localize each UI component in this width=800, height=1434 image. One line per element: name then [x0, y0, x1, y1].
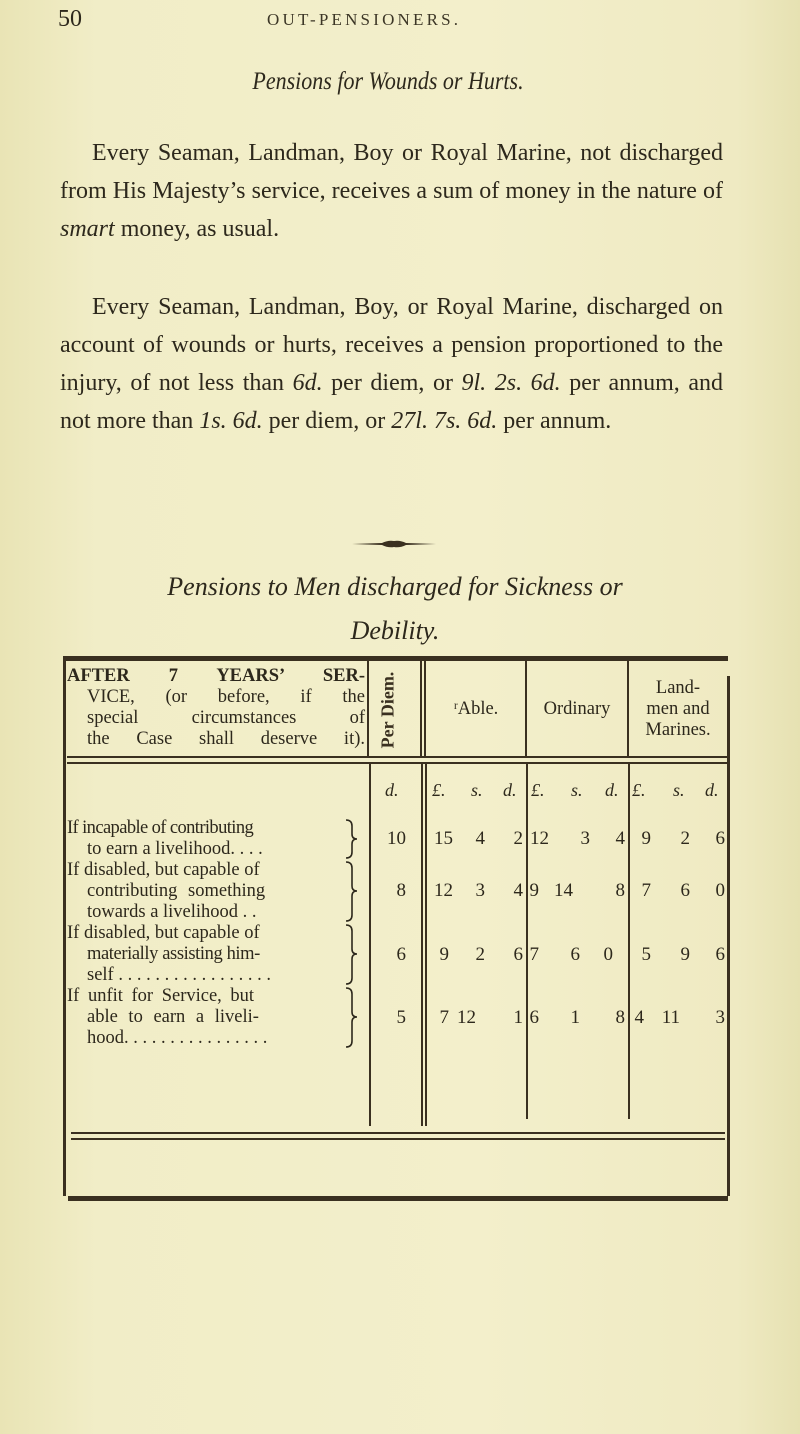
- label-line: able to earn a liveli-: [87, 1007, 259, 1027]
- cell-pence: 3: [715, 1007, 725, 1028]
- table-right-rule: [727, 676, 730, 1196]
- cell-per-diem: 5: [396, 1007, 406, 1028]
- page-number: 50: [58, 6, 82, 32]
- unit-label: s.: [571, 780, 583, 800]
- paragraph-text: per annum.: [497, 408, 612, 434]
- cell-pence: 8: [615, 1007, 625, 1028]
- table-row-label: [67, 986, 337, 1049]
- right-brace-icon: [343, 923, 361, 986]
- paragraph-smart-money: [60, 134, 723, 248]
- paragraph-text: Every Seaman, Landman, Boy, or Royal Marine, discharged on account of wounds or hurts, receives a pension proportioned to the injury, of not less than: [60, 294, 723, 396]
- section-heading-sickness: [110, 565, 680, 653]
- cell-pence: 6: [715, 944, 725, 965]
- header-rule: [67, 756, 727, 758]
- unit-label: £.: [531, 780, 545, 800]
- cell-pence: 6: [715, 828, 725, 849]
- cell-pounds: 6: [529, 1007, 539, 1028]
- col-divider: [367, 660, 369, 756]
- amount: 6d.: [292, 370, 323, 396]
- footer-rule: [71, 1132, 725, 1134]
- table-row-label: [67, 818, 337, 860]
- cell-pounds: 9: [439, 944, 449, 965]
- intro-line: the Case shall deserve it).: [87, 729, 365, 749]
- header-line: men and: [646, 699, 710, 719]
- table-intro: [67, 666, 365, 750]
- paragraph-pension-wounds: [60, 288, 723, 440]
- label-line: If incapable of contributing: [67, 818, 254, 838]
- paragraph-text: per diem, or: [322, 370, 462, 396]
- column-header-landmen: [629, 678, 727, 741]
- right-brace-icon: [343, 860, 361, 923]
- cell-pounds: 7: [529, 944, 539, 965]
- table-bottom-rule: [68, 1196, 728, 1201]
- cell-shillings: 4: [475, 828, 485, 849]
- cell-shillings: 14: [554, 880, 573, 901]
- per-diem-label: Per Diem.: [377, 671, 398, 749]
- cell-pounds: 15: [434, 828, 453, 849]
- unit-label: d.: [605, 780, 619, 800]
- cell-pounds: 9: [529, 880, 539, 901]
- column-header-able: ʳAble.: [453, 699, 499, 719]
- label-line: If disabled, but capable of: [67, 860, 260, 880]
- cell-shillings: 2: [680, 828, 690, 849]
- italic-term: smart: [60, 216, 115, 242]
- cell-pounds: 7: [439, 1007, 449, 1028]
- cell-shillings: 6: [680, 880, 690, 901]
- cell-shillings: 2: [475, 944, 485, 965]
- heading-line: Pensions to Men discharged for Sickness or: [167, 572, 623, 601]
- unit-label: d.: [705, 780, 719, 800]
- cell-pounds: 7: [641, 880, 651, 901]
- amount: 9l. 2s. 6d.: [461, 370, 561, 396]
- paragraph-text: Every Seaman, Landman, Boy or Royal Marine, not discharged from His Majesty’s service, receives a sum of money in the nature of: [60, 140, 723, 204]
- cell-shillings: 11: [661, 1007, 680, 1028]
- running-head: [58, 6, 758, 36]
- cell-pence: 8: [615, 880, 625, 901]
- footer-rule: [71, 1138, 725, 1140]
- cell-pounds: 12: [530, 828, 549, 849]
- cell-shillings: 6: [570, 944, 580, 965]
- ornament-divider-icon: [352, 540, 436, 548]
- cell-pounds: 5: [641, 944, 651, 965]
- col-divider: [526, 764, 528, 1119]
- section-heading-wounds: Pensions for Wounds or Hurts.: [252, 68, 524, 95]
- pension-table: [63, 656, 731, 1204]
- right-brace-icon: [343, 986, 361, 1049]
- unit-label: £.: [632, 780, 646, 800]
- unit-label: £.: [432, 780, 446, 800]
- cell-per-diem: 10: [387, 828, 406, 849]
- cell-shillings: 9: [680, 944, 690, 965]
- col-divider: [420, 660, 422, 756]
- per-diem-header: [375, 664, 401, 756]
- header-line: Land-: [655, 678, 701, 698]
- cell-shillings: 3: [475, 880, 485, 901]
- cell-pence: 0: [603, 944, 613, 965]
- col-divider: [628, 764, 630, 1119]
- cell-pence: 6: [513, 944, 523, 965]
- label-line: contributing something: [87, 881, 266, 901]
- paragraph-text: per diem, or: [262, 408, 392, 434]
- unit-label: d.: [503, 780, 517, 800]
- intro-line: VICE, (or before, if the: [87, 687, 365, 707]
- cell-pounds: 9: [641, 828, 651, 849]
- table-left-rule: [63, 656, 66, 1196]
- col-divider: [424, 660, 426, 756]
- cell-pence: 2: [513, 828, 523, 849]
- column-header-ordinary: Ordinary: [543, 699, 611, 719]
- amount: 1s. 6d.: [199, 408, 263, 434]
- cell-per-diem: 6: [396, 944, 406, 965]
- heading-line: Debility.: [350, 616, 440, 645]
- col-divider: [369, 764, 371, 1126]
- table-row-label: [67, 860, 337, 923]
- cell-shillings: 1: [570, 1007, 580, 1028]
- label-line: If disabled, but capable of: [67, 923, 260, 943]
- header-line: Marines.: [645, 720, 711, 740]
- label-line: materially assisting him-: [87, 944, 260, 964]
- paragraph-text: money, as usual.: [114, 216, 280, 242]
- cell-pence: 1: [513, 1007, 523, 1028]
- cell-shillings: 3: [580, 828, 590, 849]
- cell-pence: 4: [513, 880, 523, 901]
- unit-label: s.: [471, 780, 483, 800]
- cell-pounds: 4: [634, 1007, 644, 1028]
- cell-pence: 0: [715, 880, 725, 901]
- cell-pence: 4: [615, 828, 625, 849]
- intro-line: AFTER 7 YEARS’ SER-: [67, 666, 365, 686]
- amount: 27l. 7s. 6d.: [391, 408, 498, 434]
- cell-pounds: 12: [434, 880, 453, 901]
- cell-shillings: 12: [457, 1007, 476, 1028]
- table-row-label: [67, 923, 337, 986]
- cell-per-diem: 8: [396, 880, 406, 901]
- paragraph-text: per annum, and not more than: [60, 370, 723, 434]
- label-line: towards a livelihood . .: [87, 902, 257, 922]
- label-line: to earn a livelihood. . . .: [87, 839, 263, 859]
- label-line: If unfit for Service, but: [67, 986, 255, 1006]
- label-line: self . . . . . . . . . . . . . . . . .: [87, 965, 271, 985]
- right-brace-icon: [343, 818, 361, 860]
- unit-label: s.: [673, 780, 685, 800]
- running-head-title: OUT-PENSIONERS.: [267, 10, 462, 29]
- unit-label: d.: [385, 780, 399, 800]
- label-line: hood. . . . . . . . . . . . . . . .: [87, 1028, 268, 1048]
- intro-line: special circumstances of: [87, 708, 365, 728]
